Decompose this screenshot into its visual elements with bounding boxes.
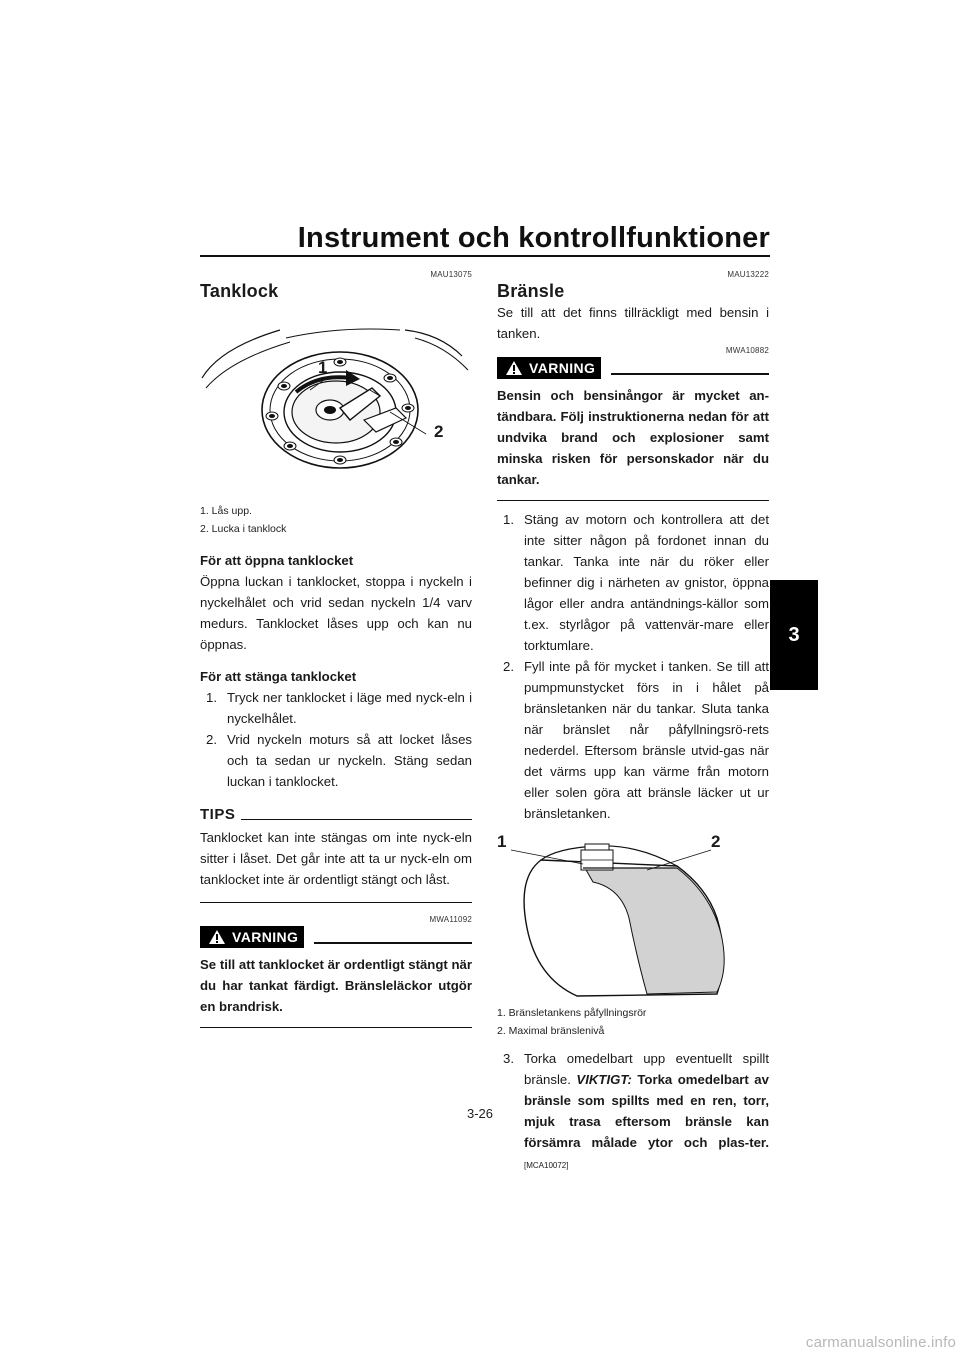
intro-text: Se till att det finns tillräckligt med bensin i tanken.: [497, 305, 769, 341]
fuel-cap-captions: [200, 502, 472, 538]
warning-triangle-icon: [505, 360, 523, 376]
caption-2: 2. Maximal bränslenivå: [497, 1025, 605, 1037]
list-item: 3. Torka omedelbart upp eventuellt spillt bränsle. VIKTIGT: Torka omedelbart av bränsle som spillts med en ren, torr, mjuk trasa eftersom bränsle kan försämra målade ytor och plas-ter. [MCA10072]: [503, 1051, 769, 1170]
fuel-cap-figure: [200, 308, 472, 486]
warning-body: Bensin och bensinångor är mycket an-tändbara. Följ instruktionerna nedan för att undvika brand och explosioner samt minska risken för personskador när du tankar.: [497, 385, 769, 501]
fuel-steps: [497, 509, 769, 824]
section-heading-bransle: Bränsle: [497, 281, 565, 301]
tips-header: [200, 806, 472, 823]
section-code: MAU13222: [727, 270, 769, 279]
fuel-level-figure: [497, 832, 769, 998]
important-label: VIKTIGT:: [576, 1072, 632, 1087]
warning-triangle-icon: [208, 929, 226, 945]
fuel-tank-illustration: [497, 838, 769, 998]
fuel-cap-illustration: [200, 308, 472, 486]
open-heading: För att öppna tanklocket: [200, 553, 354, 568]
warning-code: MWA11092: [429, 915, 472, 924]
tips-text: Tanklocket kan inte stängas om inte nyck-eln sitter i låset. Det går inte att ta ur nyck-eln om tanklocket inte är ordentligt stängt och låst.: [200, 830, 472, 887]
warning-body: Se till att tanklocket är ordentligt stängt när du har tankat färdigt. Bränsleläckor utgör en brandrisk.: [200, 954, 472, 1028]
step3-text: Torka omedelbart upp eventuellt spillt bränsle.: [524, 1051, 769, 1087]
watermark: carmanualsonline.info: [805, 1334, 956, 1351]
callout-2: 2: [434, 422, 444, 441]
close-steps: [200, 687, 472, 792]
warning-badge: VARNING: [497, 357, 601, 379]
open-text: Öppna luckan i tanklocket, stoppa i nyckeln i nyckelhålet och vrid sedan nyckeln 1/4 varv medurs. Tanklocket låses upp och kan nu öppnas.: [200, 574, 472, 652]
left-column: [200, 270, 472, 1028]
warning-rule: [314, 942, 472, 944]
warning-code: MWA10882: [725, 346, 769, 355]
close-heading: För att stänga tanklocket: [200, 669, 357, 684]
caption-1: 1. Lås upp.: [200, 505, 252, 517]
caption-2: 2. Lucka i tanklock: [200, 523, 287, 535]
caption-1: 1. Bränsletankens påfyllningsrör: [497, 1007, 647, 1019]
callout-1: 1: [318, 358, 328, 377]
list-item: 2. Vrid nyckeln moturs så att locket låses och ta sedan ur nyckeln. Stäng sedan luckan i tanklocket.: [206, 732, 472, 789]
list-item: 1. Tryck ner tanklocket i läge med nyck-eln i nyckelhålet.: [206, 690, 472, 726]
tips-label: TIPS: [200, 806, 236, 823]
tips-rule: [241, 819, 472, 820]
header-rule: [200, 255, 770, 257]
callout-2: 2: [711, 832, 721, 851]
section-heading-tanklock: Tanklock: [200, 281, 279, 301]
warning-header: [200, 926, 472, 948]
warning-rule: [611, 373, 769, 375]
list-item: 2. Fyll inte på för mycket i tanken. Se till att pumpmunstycket förs in i hålet på bränsletanken när du tankar. Sluta tanka när bränslet når påfyllningsrö-rets nederdel. Eftersom bränsle utvid-gas när det värms upp kan värme från motorn eller solen göra att bränsle läcker ut ur bränsletanken.: [503, 659, 769, 821]
warning-badge: VARNING: [200, 926, 304, 948]
page-header-title: Instrument och kontrollfunktioner: [297, 222, 770, 254]
page-number: 3-26: [466, 1106, 494, 1121]
chapter-tab[interactable]: 3: [770, 580, 818, 690]
warning-header: [497, 357, 769, 379]
tips-body: [200, 827, 472, 903]
important-text: Torka omedelbart av bränsle som spillts med en ren, torr, mjuk trasa eftersom bränsle kan försämra målade ytor och plas-ter.: [524, 1072, 769, 1150]
list-item: 1. Stäng av motorn och kontrollera att det inte sitter någon på fordonet innan du tankar. Tanka inte när du röker eller befinner dig i närheten av gnistor, öppna lågor eller andra antändnings-källor som t.ex. styrlågor på vattenvär-mare eller torktumlare.: [503, 512, 769, 653]
callout-1: 1: [497, 832, 507, 851]
right-column: [497, 270, 769, 1176]
reference-code: [MCA10072]: [524, 1161, 569, 1170]
fuel-figure-captions: [497, 1004, 769, 1040]
section-code: MAU13075: [430, 270, 472, 279]
